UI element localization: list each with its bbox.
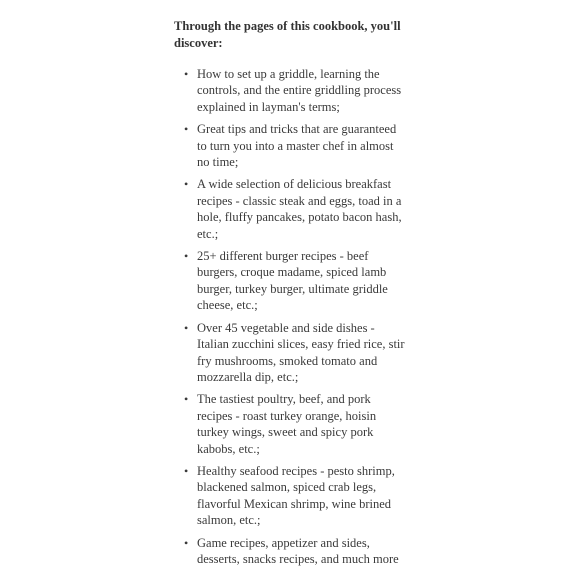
list-item-text: Over 45 vegetable and side dishes - Italian zucchini slices, easy fried rice, stir fry mushrooms, smoked tomato and mozzarella dip, etc.;: [197, 320, 405, 384]
bullet-icon: •: [184, 392, 189, 407]
list-item: [184, 176, 406, 242]
list-item-text: Healthy seafood recipes - pesto shrimp, blackened salmon, spiced crab legs, flavorful Mexican shrimp, wine brined salmon, etc.;: [197, 463, 395, 528]
bullet-icon: •: [184, 67, 189, 81]
list-item-text: How to set up a griddle, learning the controls, and the entire griddling process explained in layman's terms;: [197, 67, 402, 114]
bullet-icon: •: [184, 249, 189, 264]
list-item-text: The tastiest poultry, beef, and pork recipes - roast turkey orange, hoisin turkey wings, sweet and spicy pork kabobs, etc.;: [197, 392, 377, 456]
list-item: [184, 66, 406, 115]
intro-heading: Through the pages of this cookbook, you'll discover:: [174, 19, 401, 50]
list-item: [184, 463, 406, 529]
list-item-text: 25+ different burger recipes - beef burgers, croque madame, spiced lamb burger, turkey burger, ultimate griddle cheese, etc.;: [197, 249, 388, 313]
list-item: [184, 535, 406, 568]
bullet-icon: •: [184, 535, 189, 550]
description-block: [174, 18, 406, 573]
list-item: [184, 320, 406, 386]
list-item-text: Great tips and tricks that are guaranteed to turn you into a master chef in almost no time;: [197, 122, 397, 170]
list-item-text: Game recipes, appetizer and sides, desserts, snacks recipes, and much more: [197, 535, 399, 566]
list-item: [184, 121, 406, 170]
bullet-icon: •: [184, 122, 189, 137]
list-item-text: A wide selection of delicious breakfast recipes - classic steak and eggs, toad in a hole, fluffy pancakes, potato bacon hash, etc.;: [197, 177, 402, 241]
list-item: [184, 391, 406, 457]
bullet-icon: •: [184, 320, 189, 335]
list-item: [184, 248, 406, 314]
bullet-icon: •: [184, 463, 189, 478]
feature-list: [174, 66, 406, 567]
bullet-icon: •: [184, 177, 189, 192]
